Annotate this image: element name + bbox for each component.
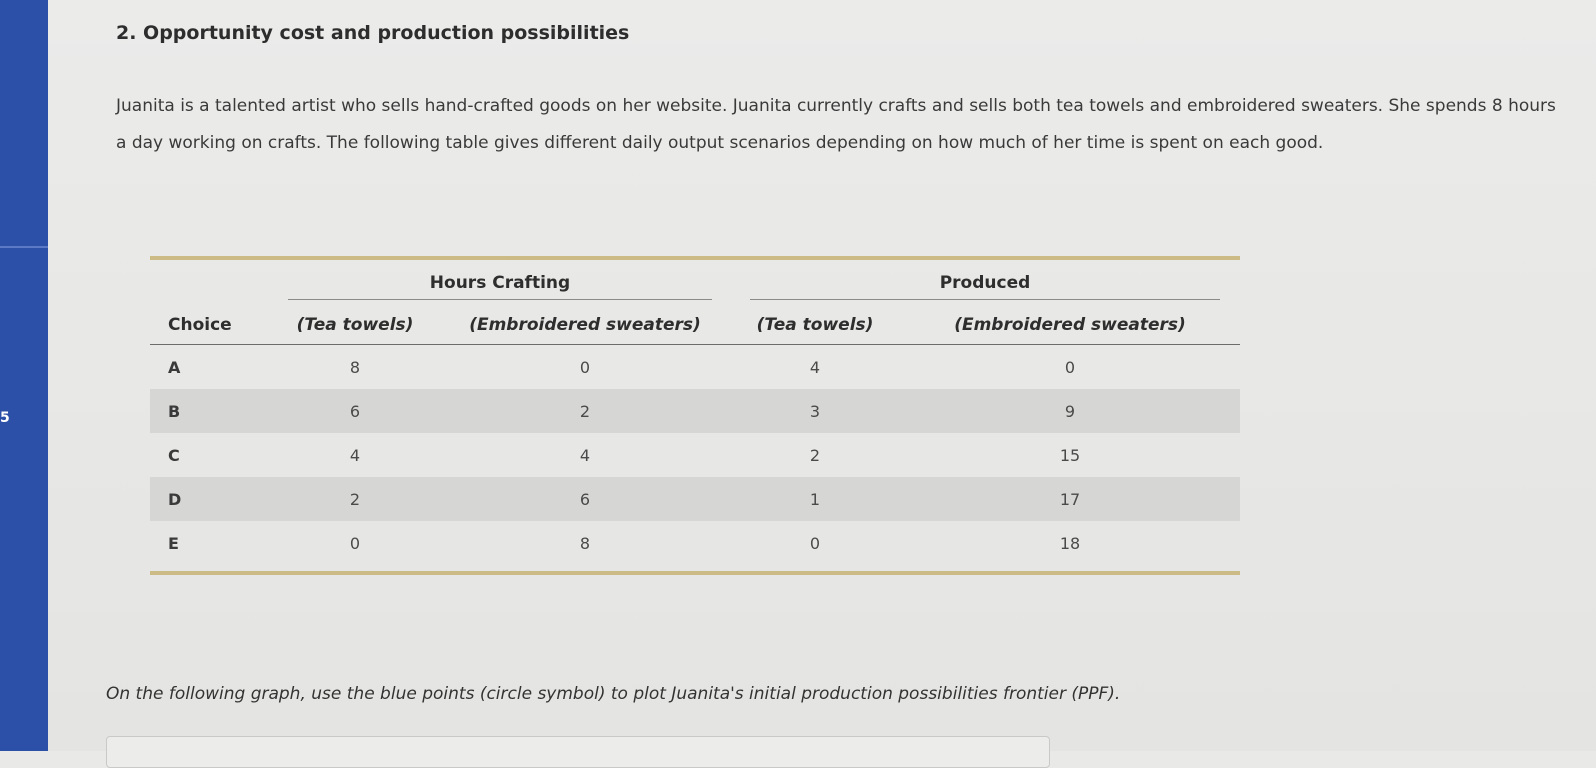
output-table [150,256,1240,575]
row-choice: A [168,357,181,377]
table-row [150,521,1240,565]
question-intro: Juanita is a talented artist who sells hand-crafted goods on her website. Juanita currently crafts and sells both tea towels and embroidered sweaters. She spends 8 hours a day working on crafts. The following table gives different daily output scenarios depending on how much of her time is spent on each good. [116,96,1556,153]
group-header-produced-label: Produced [750,273,1219,300]
row-choice: C [168,445,180,465]
row-prod-tea: 4 [809,357,821,377]
sidebar-question-number[interactable]: 5 [0,410,10,426]
group-header-produced [730,260,1240,306]
col-header-prod-tea: (Tea towels) [730,306,900,345]
row-prod-sweaters: 18 [1059,533,1081,553]
row-hours-sweaters: 0 [579,357,591,377]
row-prod-sweaters: 9 [900,389,1240,433]
table-row [150,389,1240,433]
col-header-hours-tea: (Tea towels) [270,306,440,345]
question-panel [48,0,1596,751]
row-choice: D [150,477,270,521]
table-row [150,345,1240,390]
row-prod-sweaters: 0 [1064,357,1076,377]
col-header-hours-sweaters: (Embroidered sweaters) [440,306,730,345]
table-bottom-rule [150,571,1240,575]
row-hours-sweaters: 2 [440,389,730,433]
left-sidebar [0,0,48,751]
row-hours-sweaters: 8 [579,533,591,553]
row-prod-tea: 3 [730,389,900,433]
col-header-prod-sweaters: (Embroidered sweaters) [900,306,1240,345]
column-header-row [150,306,1240,345]
production-table [150,260,1240,565]
question-title: 2. Opportunity cost and production possibilities [116,22,630,44]
row-choice: B [150,389,270,433]
row-hours-sweaters: 6 [440,477,730,521]
col-header-choice: Choice [150,306,270,345]
group-header-spacer [150,260,270,306]
row-hours-tea: 6 [270,389,440,433]
row-hours-tea: 2 [270,477,440,521]
group-header-row [150,260,1240,306]
row-prod-tea: 2 [809,445,821,465]
graph-instructions: On the following graph, use the blue points (circle symbol) to plot Juanita's initial production possibilities frontier (PPF). [106,684,1121,704]
row-hours-sweaters: 4 [579,445,591,465]
group-header-hours-label: Hours Crafting [288,273,711,300]
group-header-hours [270,260,730,306]
table-row [150,433,1240,477]
table-row [150,477,1240,521]
row-hours-tea: 4 [349,445,361,465]
row-prod-tea: 0 [809,533,821,553]
row-hours-tea: 0 [349,533,361,553]
row-hours-tea: 8 [349,357,361,377]
row-prod-sweaters: 15 [1059,445,1081,465]
graph-area[interactable] [106,736,1050,768]
row-prod-sweaters: 17 [900,477,1240,521]
sidebar-divider [0,246,48,248]
row-choice: E [168,533,179,553]
row-prod-tea: 1 [730,477,900,521]
